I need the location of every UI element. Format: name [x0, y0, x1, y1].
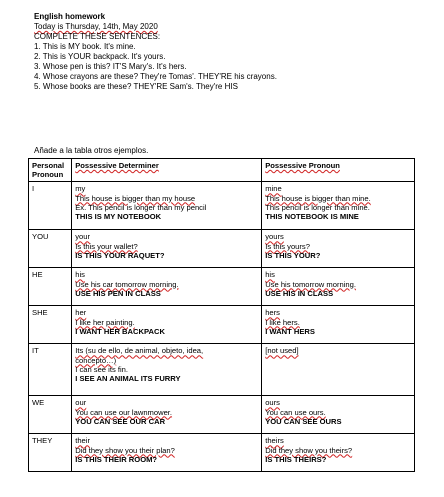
pronoun-line: This house is bigger than mine. [265, 193, 371, 203]
possessive-determiner-cell [72, 230, 262, 268]
determiner-line: Is this your wallet? [75, 241, 138, 251]
pronoun-line: mine [265, 184, 282, 194]
possessive-pronoun-cell [262, 396, 415, 434]
possessive-determiner-cell [72, 344, 262, 396]
possessive-pronoun-cell [262, 306, 415, 344]
determiner-line: his [75, 270, 85, 280]
determiner-line: I can see its fin. [75, 364, 128, 374]
pronoun-line: Is this yours? [265, 241, 310, 251]
determiner-example-bold: I SEE AN ANIMAL ITS FURRY [75, 374, 181, 384]
table-row [29, 182, 415, 230]
determiner-line: Ex. This pencil is longer than my pencil [75, 202, 207, 212]
pronoun-example-bold: IS THIS THEIRS? [265, 454, 327, 464]
pronoun-line: Use his tomorrow morning. [265, 279, 356, 289]
determiner-line: concepto…) [75, 355, 117, 365]
personal-pronoun-cell: I [29, 182, 72, 230]
table-row [29, 434, 415, 472]
instruction-line: COMPLETE THESE SENTENCES: [34, 32, 161, 41]
pronoun-example-bold: IS THIS YOUR? [265, 250, 321, 260]
header-personal-pronoun: Personal Pronoun [29, 159, 72, 182]
homework-header [34, 12, 277, 92]
determiner-example-bold: THIS IS MY NOTEBOOK [75, 212, 162, 222]
possessive-determiner-cell [72, 268, 262, 306]
pronoun-line: Did they show you theirs? [265, 445, 353, 455]
possessive-pronoun-cell [262, 230, 415, 268]
possessive-pronoun-cell [262, 268, 415, 306]
date-line: Today is Thursday, 14th, May 2020 [34, 22, 158, 31]
table-row [29, 268, 415, 306]
determiner-example-bold: I WANT HER BACKPACK [75, 326, 165, 336]
determiner-line: This house is bigger than my house [75, 193, 196, 203]
document-title: English homework [34, 12, 106, 21]
possessive-determiner-cell [72, 182, 262, 230]
determiner-line: Did they show you their plan? [75, 445, 175, 455]
pronoun-line: theirs [265, 436, 284, 446]
personal-pronoun-cell: HE [29, 268, 72, 306]
determiner-line: Its (su de ello, de animal, objeto, idea, [75, 346, 204, 356]
table-row [29, 344, 415, 396]
personal-pronoun-cell: YOU [29, 230, 72, 268]
possessive-pronoun-cell [262, 434, 415, 472]
possessive-pronoun-cell [262, 182, 415, 230]
possessive-determiner-cell [72, 306, 262, 344]
sentence-3: 3. Whose pen is this? IT'S Mary's. It's hers. [34, 62, 187, 71]
sentence-2: 2. This is YOUR backpack. It's yours. [34, 52, 166, 61]
personal-pronoun-cell: SHE [29, 306, 72, 344]
determiner-line: You can use our lawnmower. [75, 407, 173, 417]
pronoun-example-bold: I WANT HERS [265, 326, 315, 336]
personal-pronoun-cell: THEY [29, 434, 72, 472]
sentence-5: 5. Whose books are these? THEY'RE Sam's. They're HIS [34, 82, 238, 91]
determiner-example-bold: IS THIS THEIR ROOM? [75, 454, 158, 464]
pronoun-line: his [265, 270, 275, 280]
pronoun-line: You can use ours. [265, 407, 326, 417]
pronoun-example-bold: YOU CAN SEE OURS [265, 416, 342, 426]
possessive-determiner-cell [72, 434, 262, 472]
pronoun-line: This pencil is longer than mine. [265, 202, 370, 212]
header-possessive-determiner: Possessive Determiner [72, 159, 262, 182]
pronoun-example-bold: THIS NOTEBOOK IS MINE [265, 212, 359, 222]
determiner-line: my [75, 184, 86, 194]
table-row [29, 396, 415, 434]
table-header-row [29, 159, 415, 182]
sentence-4: 4. Whose crayons are these? They're Tomas'. THEY'RE his crayons. [34, 72, 277, 81]
determiner-example-bold: IS THIS YOUR RAQUET? [75, 250, 165, 260]
pronoun-line: I like hers. [265, 317, 300, 327]
determiner-line: Use his car tomorrow morning. [75, 279, 179, 289]
determiner-line: I like her painting. [75, 317, 135, 327]
determiner-example-bold: YOU CAN SEE OUR CAR [75, 416, 166, 426]
determiner-line: our [75, 398, 87, 408]
possessive-pronoun-cell [262, 344, 415, 396]
pronoun-line: yours [265, 232, 284, 242]
personal-pronoun-cell: WE [29, 396, 72, 434]
determiner-line: their [75, 436, 90, 446]
pronoun-line: [not used] [265, 346, 299, 356]
determiner-line: her [75, 308, 87, 318]
personal-pronoun-cell: IT [29, 344, 72, 396]
sentence-1: 1. This is MY book. It's mine. [34, 42, 136, 51]
possessive-determiner-cell [72, 396, 262, 434]
add-examples-note: Añade a la tabla otros ejemplos. [34, 146, 149, 155]
determiner-line: your [75, 232, 90, 242]
pronoun-table [28, 158, 415, 472]
header-possessive-pronoun: Possessive Pronoun [262, 159, 415, 182]
pronoun-line: hers [265, 308, 280, 318]
determiner-example-bold: USE HIS PEN IN CLASS [75, 288, 161, 298]
table-row [29, 306, 415, 344]
pronoun-line: ours [265, 398, 280, 408]
pronoun-example-bold: USE HIS IN CLASS [265, 288, 334, 298]
table-row [29, 230, 415, 268]
